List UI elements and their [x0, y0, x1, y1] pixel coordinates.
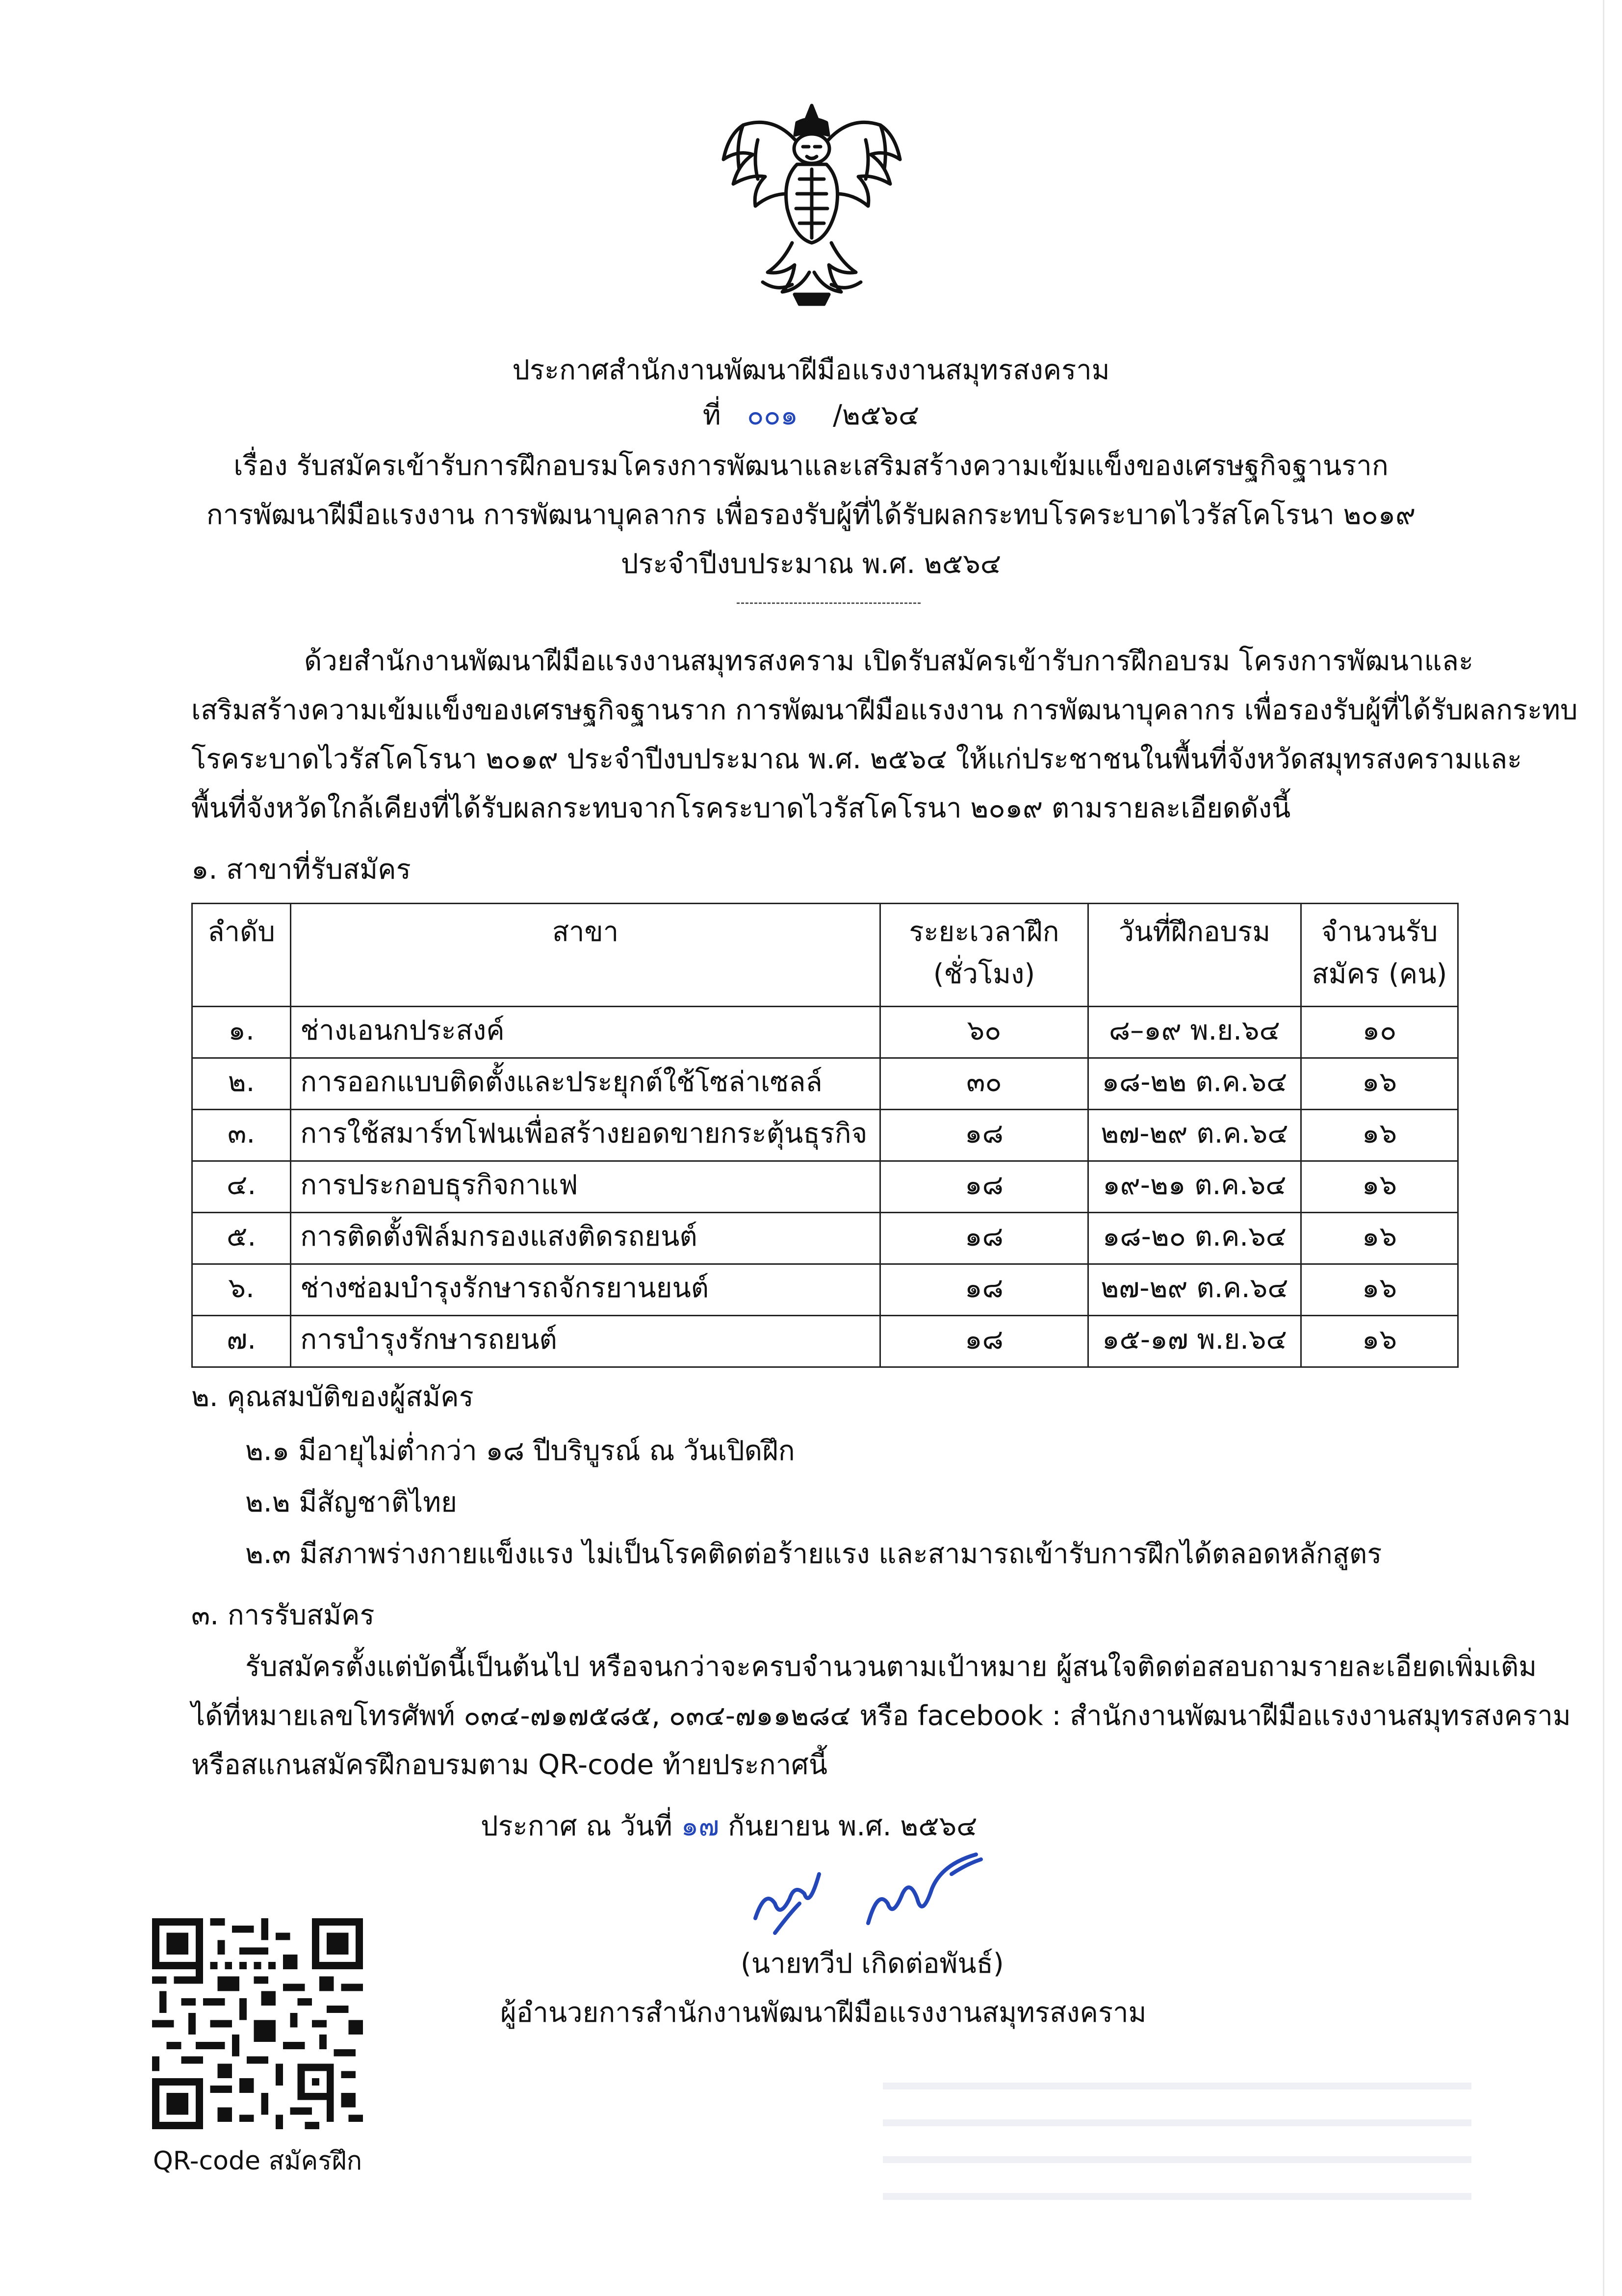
cell-hours: ๖๐	[880, 1007, 1088, 1058]
date-rest: กันยายน พ.ศ. ๒๕๖๔	[728, 1810, 978, 1842]
cell-branch: ช่างซ่อมบำรุงรักษารถจักรยานยนต์	[291, 1264, 880, 1316]
application-line-3: หรือสแกนสมัครฝึกอบรมตาม QR-code ท้ายประกาศนี้	[191, 1749, 827, 1781]
intro-line-2: เสริมสร้างความเข้มแข็งของเศรษฐกิจฐานราก การพัฒนาฝีมือแรงงาน การพัฒนาบุคลากร เพื่อรองรับผู้ที่ได้รับผลกระทบ	[191, 694, 1578, 726]
cell-date: ๒๗-๒๙ ต.ค.๖๔	[1088, 1110, 1301, 1161]
cell-count: ๑๐	[1301, 1007, 1458, 1058]
col-header-date: วันที่ฝึกอบรม	[1088, 904, 1301, 1007]
table-row	[192, 1264, 1458, 1316]
cell-hours: ๑๘	[880, 1213, 1088, 1264]
table-row	[192, 1161, 1458, 1213]
col-header-branch: สาขา	[291, 904, 880, 1007]
garuda-emblem	[709, 96, 915, 307]
cell-date: ๒๗-๒๙ ต.ค.๖๔	[1088, 1264, 1301, 1316]
col-header-count	[1301, 904, 1458, 1007]
bleed-through-mark	[883, 2193, 1471, 2200]
table-row	[192, 1058, 1458, 1110]
col-header-no: ลำดับ	[192, 904, 291, 1007]
intro-line-3: โรคระบาดไวรัสโคโรนา ๒๐๑๙ ประจำปีงบประมาณ พ.ศ. ๒๕๖๔ ให้แก่ประชาชนในพื้นที่จังหวัดสมุทรสงครามและ	[191, 743, 1522, 775]
col-header-count-line2: สมัคร (คน)	[1312, 958, 1447, 990]
cell-no: ๗.	[192, 1316, 291, 1367]
application-line-2: ได้ที่หมายเลขโทรศัพท์ ๐๓๔-๗๑๗๕๘๕, ๐๓๔-๗๑๑๒๘๔ หรือ facebook : สำนักงานพัฒนาฝีมือแรงงานสมุทรสงคราม	[191, 1700, 1571, 1732]
section2-heading: ๒. คุณสมบัติของผู้สมัคร	[191, 1381, 474, 1413]
subject-line-3: ประจำปีงบประมาณ พ.ศ. ๒๕๖๔	[620, 548, 1002, 580]
section1-heading: ๑. สาขาที่รับสมัคร	[191, 854, 411, 886]
signatory-position: ผู้อำนวยการสำนักงานพัฒนาฝีมือแรงงานสมุทรสงคราม	[500, 1997, 1147, 2029]
cell-date: ๑๘-๒๐ ต.ค.๖๔	[1088, 1213, 1301, 1264]
handwritten-signature	[746, 1845, 1020, 1943]
cell-branch: ช่างเอนกประสงค์	[291, 1007, 880, 1058]
cell-branch: การติดตั้งฟิล์มกรองแสงติดรถยนต์	[291, 1213, 880, 1264]
cell-no: ๖.	[192, 1264, 291, 1316]
cell-date: ๑๘-๒๒ ต.ค.๖๔	[1088, 1058, 1301, 1110]
bleed-through-mark	[883, 2119, 1471, 2126]
col-header-count-line1: จำนวนรับ	[1321, 916, 1438, 948]
cell-hours: ๑๘	[880, 1161, 1088, 1213]
cell-hours: ๑๘	[880, 1316, 1088, 1367]
cell-date: ๘–๑๙ พ.ย.๖๔	[1088, 1007, 1301, 1058]
header-divider	[737, 602, 921, 604]
cell-count: ๑๖	[1301, 1213, 1458, 1264]
cell-date: ๑๕-๑๗ พ.ย.๖๔	[1088, 1316, 1301, 1367]
branch-table	[191, 903, 1459, 1368]
cell-no: ๕.	[192, 1213, 291, 1264]
qr-caption: QR-code สมัครฝึก	[153, 2146, 362, 2176]
subject-line-2: การพัฒนาฝีมือแรงงาน การพัฒนาบุคลากร เพื่อรองรับผู้ที่ได้รับผลกระทบโรคระบาดไวรัสโคโรนา ๒๐๑๙	[206, 499, 1416, 531]
cell-date: ๑๙-๒๑ ต.ค.๖๔	[1088, 1161, 1301, 1213]
number-year: /๒๕๖๔	[833, 399, 920, 431]
subject-line-1: เรื่อง รับสมัครเข้ารับการฝึกอบรมโครงการพัฒนาและเสริมสร้างความเข้มแข็งของเศรษฐกิจฐานราก	[233, 450, 1389, 482]
qualification-item: ๒.๑ มีอายุไม่ต่ำกว่า ๑๘ ปีบริบูรณ์ ณ วันเปิดฝึก	[245, 1435, 795, 1467]
table-row	[192, 1213, 1458, 1264]
qualification-item: ๒.๓ มีสภาพร่างกายแข็งแรง ไม่เป็นโรคติดต่อร้ายแรง และสามารถเข้ารับการฝึกได้ตลอดหลักสูตร	[245, 1538, 1382, 1570]
intro-line-4: พื้นที่จังหวัดใกล้เคียงที่ได้รับผลกระทบจากโรคระบาดไวรัสโคโรนา ๒๐๑๙ ตามรายละเอียดดังนี้	[191, 792, 1291, 824]
cell-count: ๑๖	[1301, 1058, 1458, 1110]
number-value: ๐๐๑	[747, 399, 798, 431]
col-header-hours-line1: ระยะเวลาฝึก	[909, 916, 1059, 948]
cell-hours: ๑๘	[880, 1264, 1088, 1316]
intro-line-1: ด้วยสำนักงานพัฒนาฝีมือแรงงานสมุทรสงคราม เปิดรับสมัครเข้ารับการฝึกอบรม โครงการพัฒนาและ	[304, 645, 1474, 677]
cell-count: ๑๖	[1301, 1161, 1458, 1213]
date-day: ๑๗	[681, 1810, 720, 1842]
cell-hours: ๓๐	[880, 1058, 1088, 1110]
cell-count: ๑๖	[1301, 1110, 1458, 1161]
cell-count: ๑๖	[1301, 1264, 1458, 1316]
table-row	[192, 1007, 1458, 1058]
table-row	[192, 1110, 1458, 1161]
cell-branch: การประกอบธุรกิจกาแฟ	[291, 1161, 880, 1213]
cell-no: ๓.	[192, 1110, 291, 1161]
bleed-through-mark	[883, 2156, 1471, 2163]
table-row	[192, 1316, 1458, 1367]
section3-heading: ๓. การรับสมัคร	[191, 1599, 375, 1631]
announcement-title: ประกาศสำนักงานพัฒนาฝีมือแรงงานสมุทรสงคราม	[512, 354, 1110, 386]
qr-code[interactable]	[152, 1918, 363, 2129]
cell-no: ๔.	[192, 1161, 291, 1213]
cell-hours: ๑๘	[880, 1110, 1088, 1161]
signatory-name: (นายทวีป เกิดต่อพันธ์)	[741, 1948, 1004, 1980]
cell-branch: การออกแบบติดตั้งและประยุกต์ใช้โซล่าเซลล์	[291, 1058, 880, 1110]
cell-count: ๑๖	[1301, 1316, 1458, 1367]
date-prefix: ประกาศ ณ วันที่	[481, 1810, 672, 1842]
cell-no: ๑.	[192, 1007, 291, 1058]
bleed-through-mark	[883, 2083, 1471, 2089]
qualification-item: ๒.๒ มีสัญชาติไทย	[245, 1487, 457, 1518]
col-header-hours	[880, 904, 1088, 1007]
col-header-hours-line2: (ชั่วโมง)	[933, 958, 1035, 990]
scan-edge-line	[1603, 0, 1604, 2296]
application-line-1: รับสมัครตั้งแต่บัดนี้เป็นต้นไป หรือจนกว่าจะครบจำนวนตามเป้าหมาย ผู้สนใจติดต่อสอบถามรายละเอียดเพิ่มเติม	[245, 1651, 1537, 1683]
cell-branch: การใช้สมาร์ทโฟนเพื่อสร้างยอดขายกระตุ้นธุรกิจ	[291, 1110, 880, 1161]
cell-no: ๒.	[192, 1058, 291, 1110]
table-header-row	[192, 904, 1458, 1007]
announcement-date	[481, 1807, 978, 1846]
cell-branch: การบำรุงรักษารถยนต์	[291, 1316, 880, 1367]
number-prefix: ที่	[702, 399, 721, 431]
announcement-number	[0, 396, 1622, 435]
